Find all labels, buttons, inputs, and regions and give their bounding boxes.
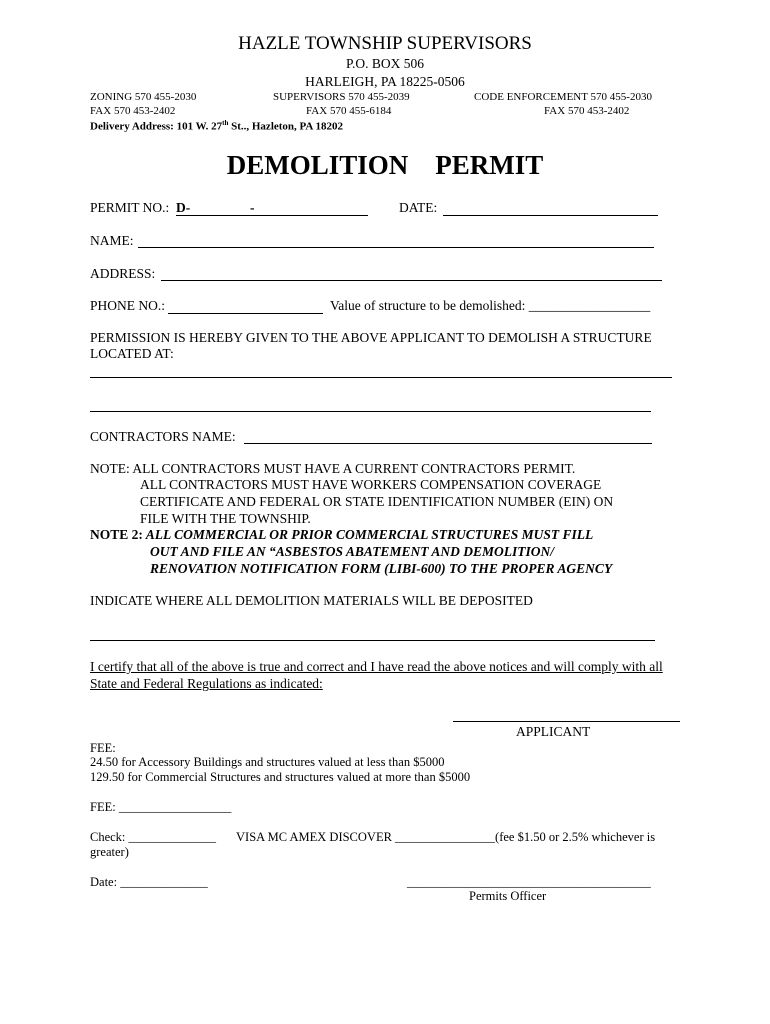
fee-accessory: 24.50 for Accessory Buildings and structures valued at less than $5000 [90,755,445,769]
permit-no-prefix: D- [176,200,191,215]
fee-commercial: 129.50 for Commercial Structures and structures valued at more than $5000 [90,770,471,784]
card-payment-field[interactable]: VISA MC AMEX DISCOVER ________________(fee $1.50 or 2.5% whichever is [236,830,656,844]
address-label: ADDRESS: [90,266,156,281]
permits-officer-signature-line[interactable]: _______________________________________ [407,875,651,889]
note-2-line-2: OUT AND FILE AN “ASBESTOS ABATEMENT AND DEMOLITION/ [150,544,554,559]
permits-officer-label: Permits Officer [469,889,547,903]
value-field[interactable]: __________________ [528,298,651,313]
permit-no-dash: - [250,200,255,215]
name-label: NAME: [90,233,134,248]
note-2-line-1: NOTE 2: ALL COMMERCIAL OR PRIOR COMMERCIAL STRUCTURES MUST FILL [90,527,594,542]
code-enforcement-phone: CODE ENFORCEMENT 570 455-2030 [474,91,652,103]
location-field-line-2[interactable] [90,411,651,412]
zoning-phone: ZONING 570 455-2030 [90,91,197,103]
contractors-field[interactable] [244,443,652,444]
phone-field[interactable] [168,313,323,314]
po-box: P.O. BOX 506 [345,56,424,71]
value-label: Value of structure to be demolished: __________________ [330,298,651,313]
location-field-line-1[interactable] [90,377,672,378]
applicant-signature-line[interactable] [453,721,680,722]
note-1-line-3: CERTIFICATE AND FEDERAL OR STATE IDENTIFICATION NUMBER (EIN) ON [140,494,614,509]
code-enforcement-fax: FAX 570 453-2402 [544,105,630,117]
note-1-line-4: FILE WITH THE TOWNSHIP. [140,511,311,526]
zoning-fax: FAX 570 453-2402 [90,105,176,117]
fee-label: FEE: [90,741,116,755]
name-field[interactable] [138,247,654,248]
permit-no-field[interactable] [176,215,368,216]
page-title: DEMOLITION PERMIT [226,150,544,180]
permission-text: PERMISSION IS HEREBY GIVEN TO THE ABOVE APPLICANT TO DEMOLISH A STRUCTURE [90,330,652,345]
check-field[interactable]: Check: ______________ [90,830,217,844]
permit-no-label: PERMIT NO.: [90,200,170,215]
certify-line-1: I certify that all of the above is true and correct and I have read the above notices and will comply with all [90,659,663,674]
contractors-label: CONTRACTORS NAME: [90,429,236,444]
note-1-line-2: ALL CONTRACTORS MUST HAVE WORKERS COMPENSATION COVERAGE [140,477,602,492]
note-2-line-3: RENOVATION NOTIFICATION FORM (LIBI-600) TO THE PROPER AGENCY [150,561,613,576]
date-label: DATE: [399,200,438,215]
org-title: HAZLE TOWNSHIP SUPERVISORS [238,33,532,54]
deposit-instruction: INDICATE WHERE ALL DEMOLITION MATERIALS WILL BE DEPOSITED [90,593,533,608]
date-field[interactable] [443,215,658,216]
city-address: HARLEIGH, PA 18225-0506 [305,74,465,89]
address-field[interactable] [161,280,662,281]
fee-amount-field[interactable]: FEE: __________________ [90,800,232,814]
card-fee-continued: greater) [90,845,129,859]
applicant-label: APPLICANT [516,724,591,739]
date-signed-field[interactable]: Date: ______________ [90,875,208,889]
certify-line-2: State and Federal Regulations as indicated: [90,676,323,691]
supervisors-phone: SUPERVISORS 570 455-2039 [273,91,410,103]
located-at-label: LOCATED AT: [90,346,174,361]
deposit-field[interactable] [90,640,655,641]
delivery-address: Delivery Address: 101 W. 27th St.., Hazleton, PA 18202 [90,119,344,133]
phone-label: PHONE NO.: [90,298,166,313]
supervisors-fax: FAX 570 455-6184 [306,105,392,117]
note-1-line-1: NOTE: ALL CONTRACTORS MUST HAVE A CURRENT CONTRACTORS PERMIT. [90,461,576,476]
